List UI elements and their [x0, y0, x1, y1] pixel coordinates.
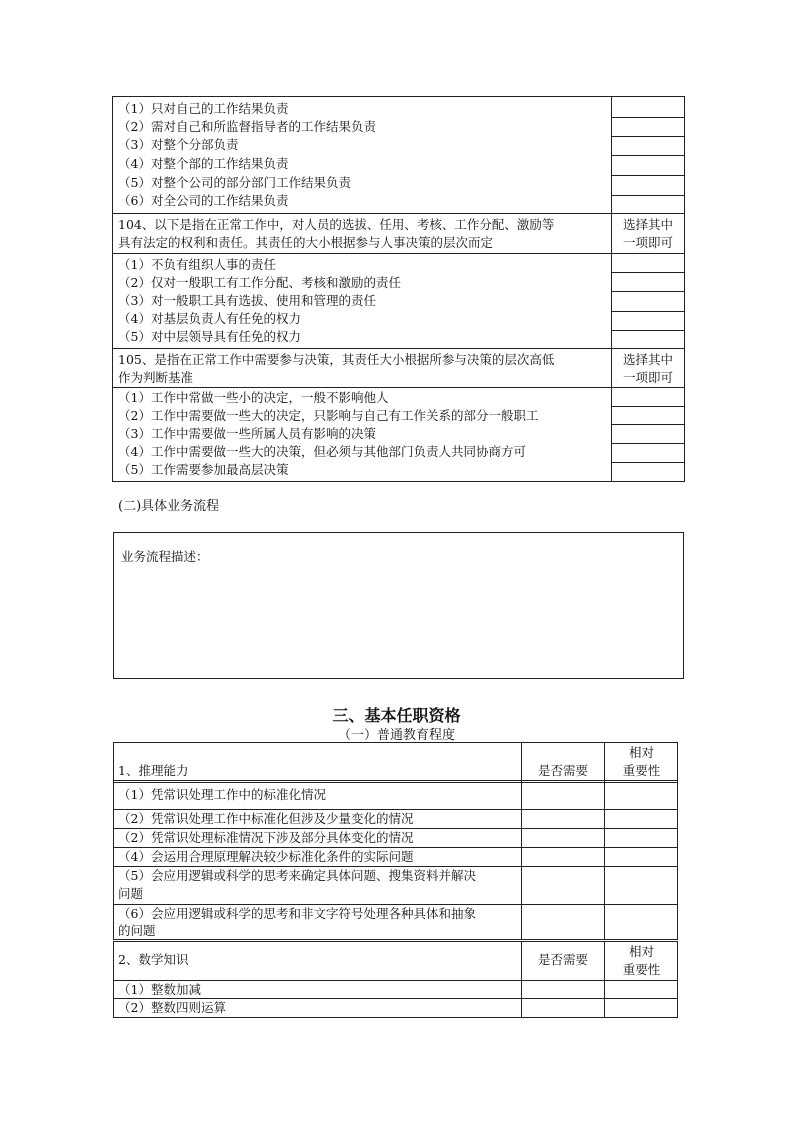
section-title: 三、基本任职资格 [332, 706, 461, 725]
process-heading: (二)具体业务流程 [118, 499, 220, 514]
column-need: 是否需要 [537, 952, 588, 967]
table-row: （4）会运用合理原理解决较少标准化条件的实际问题 [118, 849, 414, 864]
list-item: （4）对基层负责人有任免的权力 [118, 311, 301, 326]
checkbox-cell[interactable] [611, 117, 685, 118]
checkbox-cell[interactable] [611, 406, 685, 407]
question-104-text: 具有法定的权利和责任。其责任的大小根据参与人事决策的层次而定 [118, 235, 494, 250]
list-item: （1）不负有组织人事的责任 [118, 257, 276, 272]
row-divider [112, 387, 685, 388]
question-104-text: 104、以下是指在正常工作中，对人员的选拔、任用、考核、工作分配、激励等 [118, 217, 555, 232]
row-divider [112, 348, 685, 349]
list-item: （1）只对自己的工作结果负责 [118, 101, 289, 116]
table-row: 问题 [118, 886, 144, 901]
checkbox-cell[interactable] [611, 272, 685, 273]
table-row: （2）整数四则运算 [118, 1000, 226, 1015]
checkbox-cell[interactable] [611, 424, 685, 425]
question-105-text: 作为判断基准 [118, 370, 194, 385]
list-item: （2）仅对一般职工有工作分配、考核和激励的责任 [118, 275, 401, 290]
checkbox-cell[interactable] [611, 311, 685, 312]
select-hint: 选择其中 [622, 217, 673, 232]
column-need: 是否需要 [537, 763, 588, 778]
table-row: （5）会应用逻辑或科学的思考来确定具体问题、搜集资料并解决 [118, 868, 476, 883]
list-item: （3）对整个分部负责 [118, 137, 239, 152]
row-divider [112, 213, 685, 214]
list-item: （4）对整个部的工作结果负责 [118, 156, 289, 171]
column-importance: 相对 [628, 745, 654, 760]
table-row: 的问题 [118, 923, 156, 938]
list-item: （4）工作中需要做一些大的决策，但必须与其他部门负责人共同协商方可 [118, 444, 526, 459]
list-item: （5）工作需要参加最高层决策 [118, 462, 289, 477]
select-hint: 选择其中 [622, 352, 673, 367]
column-importance: 重要性 [622, 962, 661, 977]
table-row: （6）会应用逻辑或科学的思考和非文字符号处理各种具体和抽象 [118, 906, 476, 921]
list-item: （6）对全公司的工作结果负责 [118, 193, 289, 208]
column-importance: 重要性 [622, 763, 661, 778]
table-row: （1）凭常识处理工作中的标准化情况 [118, 787, 326, 802]
select-hint: 一项即可 [622, 235, 673, 250]
table-row: （2）凭常识处理标准情况下涉及部分具体变化的情况 [118, 830, 414, 845]
checkbox-cell[interactable] [611, 195, 685, 196]
list-item: （3）工作中需要做一些所属人员有影响的决策 [118, 426, 376, 441]
list-item: （5）对中层领导具有任免的权力 [118, 329, 301, 344]
math-header: 2、数学知识 [118, 952, 189, 967]
section-subtitle: （一）普通教育程度 [337, 728, 455, 743]
row-divider [113, 782, 678, 783]
table-row: （1）整数加减 [118, 982, 201, 997]
list-item: （3）对一般职工具有选拔、使用和管理的责任 [118, 293, 376, 308]
reasoning-header: 1、推理能力 [118, 763, 189, 778]
checkbox-cell[interactable] [611, 291, 685, 292]
table-row: （2）凭常识处理工作中标准化但涉及少量变化的情况 [118, 811, 414, 826]
checkbox-cell[interactable] [611, 443, 685, 444]
checkbox-cell[interactable] [611, 330, 685, 331]
question-105-text: 105、是指在正常工作中需要参与决策，其责任大小根据所参与决策的层次高低 [118, 352, 555, 367]
row-divider [113, 780, 678, 781]
list-item: （2）需对自己和所监督指导者的工作结果负责 [118, 119, 376, 134]
checkbox-cell[interactable] [611, 462, 685, 463]
checkbox-cell[interactable] [611, 136, 685, 137]
column-importance: 相对 [628, 944, 654, 959]
checkbox-cell[interactable] [611, 175, 685, 176]
process-description-label: 业务流程描述： [121, 549, 209, 564]
row-divider [112, 253, 685, 254]
select-hint: 一项即可 [622, 370, 673, 385]
checkbox-cell[interactable] [611, 155, 685, 156]
list-item: （5）对整个公司的部分部门工作结果负责 [118, 175, 351, 190]
list-item: （1）工作中常做一些小的决定，一般不影响他人 [118, 390, 389, 405]
list-item: （2）工作中需要做一些大的决定，只影响与自己有工作关系的部分一般职工 [118, 408, 539, 423]
